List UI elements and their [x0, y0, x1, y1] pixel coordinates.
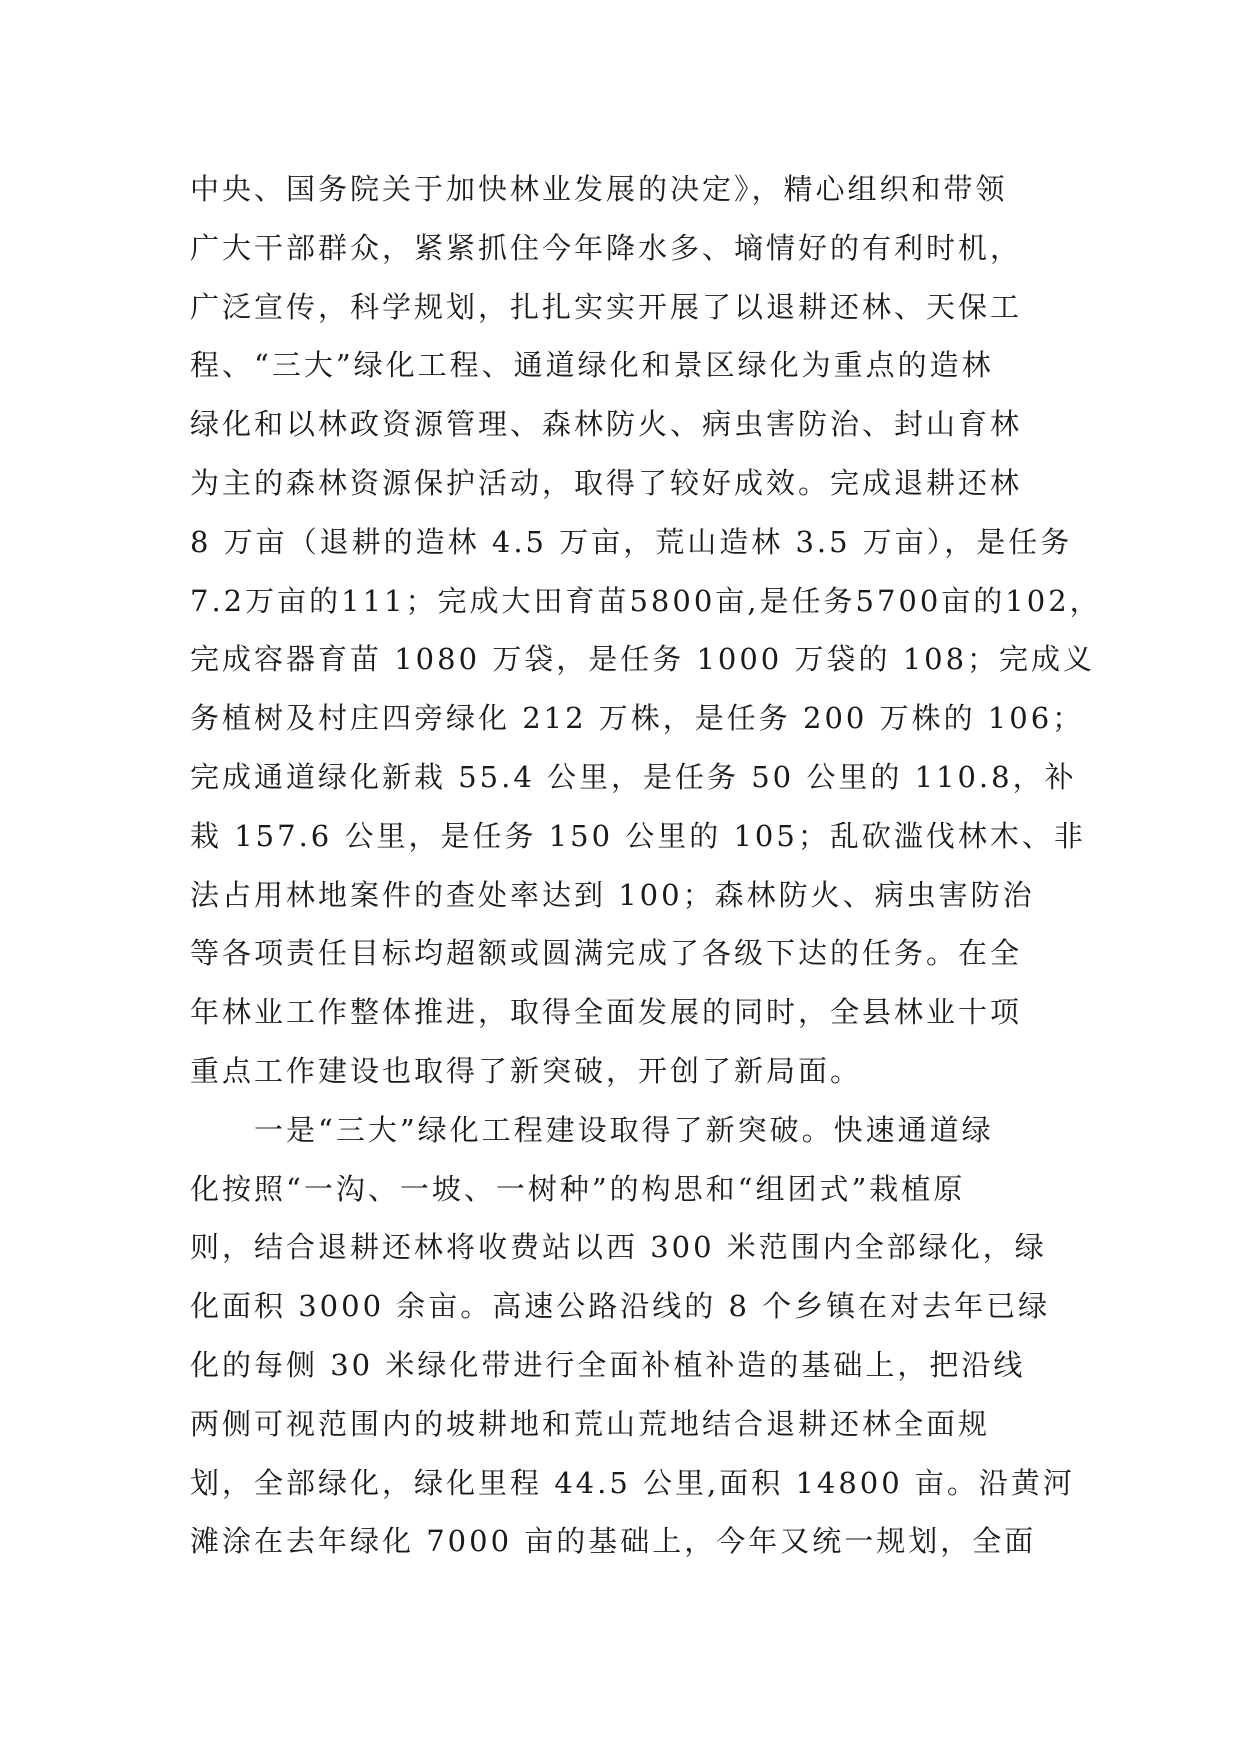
text-line: 程、“三大”绿化工程、通道绿化和景区绿化为重点的造林: [190, 348, 994, 383]
text-line: 完成通道绿化新栽 55.4 公里，是任务 50 公里的 110.8，补: [190, 759, 1077, 794]
text-line: 重点工作建设也取得了新突破，开创了新局面。: [190, 1053, 863, 1088]
text-line: 年林业工作整体推进，取得全面发展的同时，全县林业十项: [190, 995, 1023, 1030]
text-line: 滩涂在去年绿化 7000 亩的基础上，今年又统一规划，全面: [190, 1524, 1037, 1559]
text-line: 法占用林地案件的查处率达到 100；森林防火、病虫害防治: [190, 877, 1035, 912]
text-line: 划，全部绿化，绿化里程 44.5 公里,面积 14800 亩。沿黄河: [190, 1465, 1075, 1500]
text-line: 为主的森林资源保护活动，取得了较好成效。完成退耕还林: [190, 465, 1023, 500]
text-line: 8 万亩（退耕的造林 4.5 万亩，荒山造林 3.5 万亩），是任务: [190, 524, 1073, 559]
text-line: 化面积 3000 余亩。高速公路沿线的 8 个乡镇在对去年已绿: [190, 1289, 1051, 1324]
paragraph-2: [190, 1101, 1075, 1571]
text-line: 广大干部群众，紧紧抓住今年降水多、墒情好的有利时机，: [190, 230, 1023, 265]
text-line: 等各项责任目标均超额或圆满完成了各级下达的任务。在全: [190, 936, 1023, 971]
text-line: 绿化和以林政资源管理、森林防火、病虫害防治、封山育林: [190, 407, 1023, 442]
text-line: 两侧可视范围内的坡耕地和荒山荒地结合退耕还林全面规: [190, 1406, 991, 1441]
text-line: 中央、国务院关于加快林业发展的决定》，精心组织和带领: [190, 172, 1008, 206]
text-line: 7.2万亩的111；完成大田育苗5800亩,是任务5700亩的102，: [190, 583, 1102, 618]
text-line: 一是“三大”绿化工程建设取得了新突破。快速通道绿: [254, 1112, 994, 1147]
text-line: 则，结合退耕还林将收费站以西 300 米范围内全部绿化，绿: [190, 1230, 1047, 1265]
paragraph-1: [190, 160, 1102, 1101]
text-line: 化的每侧 30 米绿化带进行全面补植补造的基础上，把沿线: [190, 1347, 1026, 1382]
text-line: 务植树及村庄四旁绿化 212 万株，是任务 200 万株的 106；: [190, 701, 1085, 736]
text-line: 广泛宣传，科学规划，扎扎实实开展了以退耕还林、天保工: [190, 289, 1023, 324]
body-text: [190, 160, 1102, 1571]
text-line: 化按照“一沟、一坡、一树种”的构思和“组团式”栽植原: [190, 1171, 966, 1206]
text-line: 完成容器育苗 1080 万袋，是任务 1000 万袋的 108；完成义: [190, 642, 1096, 677]
text-line: 栽 157.6 公里，是任务 150 公里的 105；乱砍滥伐林木、非: [190, 818, 1086, 853]
